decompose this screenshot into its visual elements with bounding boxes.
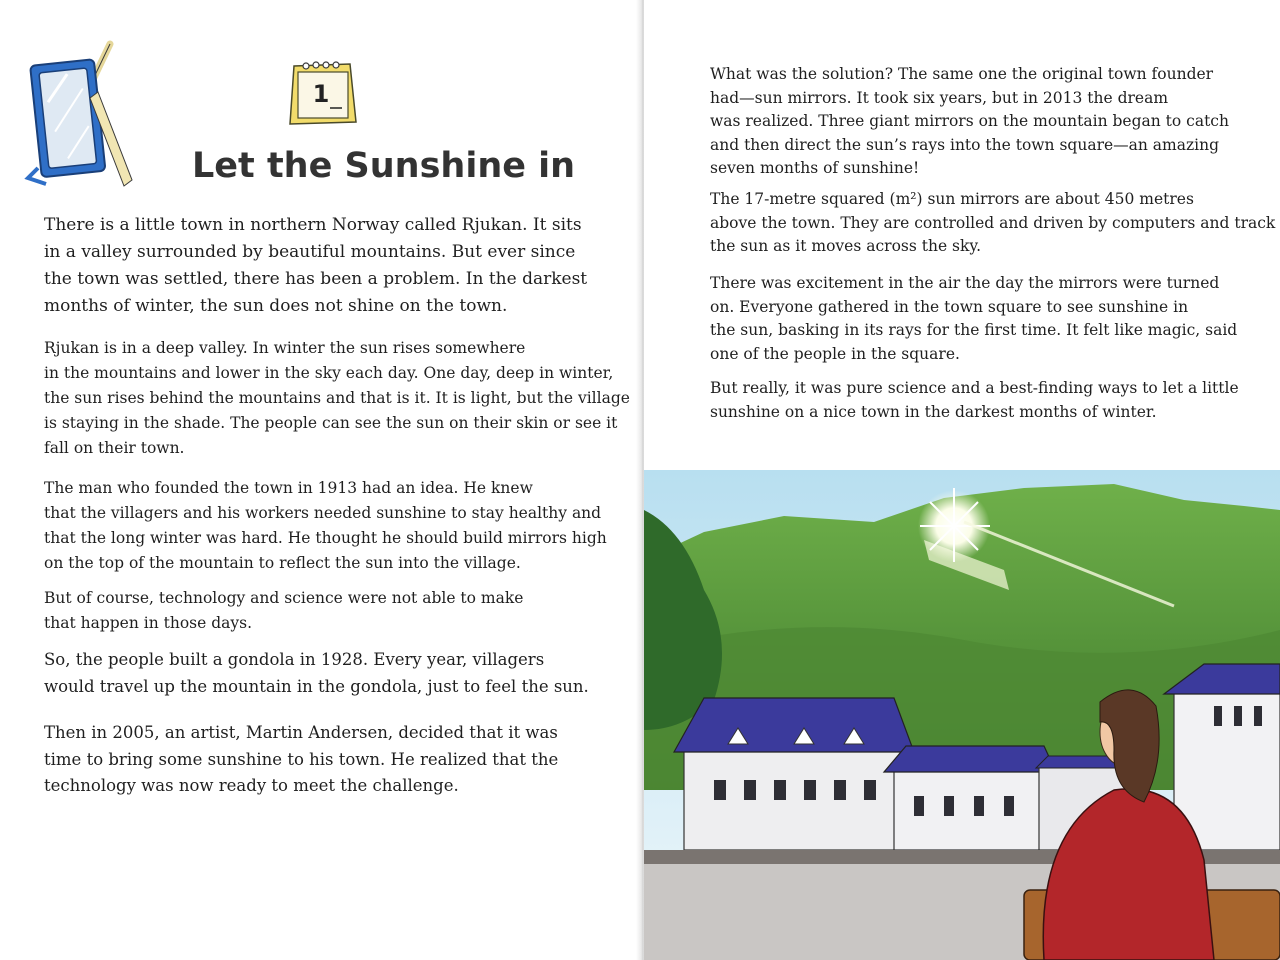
right-page [644,0,1280,960]
paragraph-4: But of course, technology and science were not able to make that happen in those days. [44,589,524,632]
right-paragraph-1: What was the solution? The same one the original town founder had—sun mirrors. It took six years, but in 2013 the dream was realized. Three giant mirrors on the mountain began to catch and then direct the sun’s rays into the town square—an amazing seven months of sunshine! [710,65,1229,177]
page-title: Let the Sunshine in [192,146,576,186]
right-paragraph-4: But really, it was pure science and a best-finding ways to let a little sunshine on a nice town in the darkest months of winter. [710,379,1239,421]
paragraph-5: So, the people built a gondola in 1928. Every year, villagers would travel up the mountain in the gondola, just to feel the sun. [44,650,589,696]
town-illustration [644,470,1280,960]
paragraph-2: Rjukan is in a deep valley. In winter the sun rises somewhere in the mountains and lower in the sky each day. One day, deep in winter, the sun rises behind the mountains and that is it. It is light, but the village is staying in the shade. The people can see the sun on their skin or see it fall on their town. [44,339,630,457]
paragraph-1: There is a little town in northern Norway called Rjukan. It sits in a valley surrounded by beautiful mountains. But ever since the town was settled, there has been a problem. In the darkest months of winter, the sun does not shine on the town. [44,215,588,316]
calendar-number: 1 [312,80,330,108]
calendar-icon [286,56,358,128]
mirror-icon [24,40,136,188]
right-paragraph-3: There was excitement in the air the day the mirrors were turned on. Everyone gathered in the town square to see sunshine in the sun, basking in its rays for the first time. It felt like magic, said one of the people in the square. [710,274,1238,363]
right-paragraph-2: The 17-metre squared (m²) sun mirrors are about 450 metres above the town. They are controlled and driven by computers and track the sun as it moves across the sky. [710,190,1276,255]
paragraph-6: Then in 2005, an artist, Martin Andersen, decided that it was time to bring some sunshine to his town. He realized that the technology was now ready to meet the challenge. [44,723,559,795]
paragraph-3: The man who founded the town in 1913 had an idea. He knew that the villagers and his workers needed sunshine to stay healthy and that the long winter was hard. He thought he should build mirrors high on the top of the mountain to reflect the sun into the village. [44,479,607,572]
